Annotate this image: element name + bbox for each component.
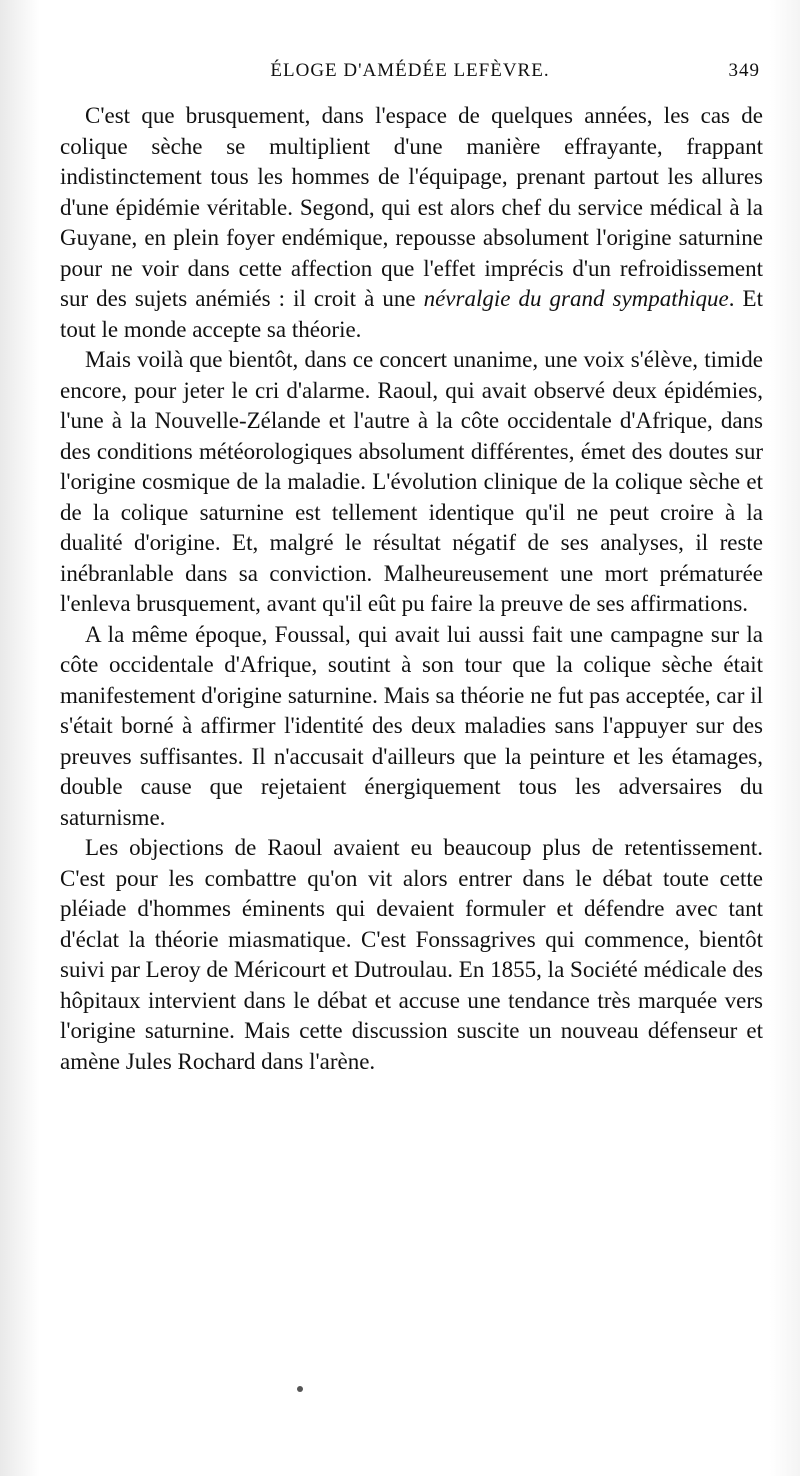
page-number: 349	[728, 60, 760, 81]
italic-run: névralgie du grand sympathique	[423, 286, 729, 311]
text-run: C'est que brusquement, dans l'espace de quelques années, les cas de colique sèche se multiplient d'une manière effrayante, frappant indistinctement tous les hommes de l'équipage, prenant partout les allures d'une épidémie véritable. Segond, qui est alors chef du service médical à la Guyane, en plein foyer endémique, repousse absolument l'origine saturnine pour ne voir dans cette affection que l'effet imprécis d'un refroidissement sur des sujets anémiés : il croit à une	[60, 103, 763, 311]
text-run: . Et tout le monde accepte sa théorie.	[60, 286, 763, 342]
text-run: A la même époque, Foussal, qui avait lui aussi fait une campagne sur la côte occidentale d'Afrique, soutint à son tour que la colique sèche était manifestement d'origine saturnine. Mais sa théorie ne fut pas acceptée, car il s'était borné à affirmer l'identité des deux maladies sans l'appuyer sur des preuves suffisantes. Il n'accusait d'ailleurs que la peinture et les étamages, double cause que rejetaient énergiquement tous les adversaires du saturnisme.	[60, 621, 763, 830]
body-text	[60, 101, 763, 1077]
paragraph-4	[60, 833, 763, 1077]
ink-speck	[297, 1386, 303, 1392]
paragraph-1	[60, 101, 763, 345]
running-title: ÉLOGE D'AMÉDÉE LEFÈVRE.	[270, 60, 550, 81]
running-head	[60, 56, 760, 86]
text-run: Les objections de Raoul avaient eu beaucoup plus de retentissement. C'est pour les combattre qu'on vit alors entrer dans le débat toute cette pléiade d'hommes éminents qui devaient formuler et défendre avec tant d'éclat la théorie miasmatique. C'est Fonssagrives qui commence, bientôt suivi par Leroy de Méricourt et Dutroulau. En 1855, la Société médicale des hôpitaux intervient dans le débat et accuse une tendance très marquée vers l'origine saturnine. Mais cette discussion suscite un nouveau défenseur et amène Jules Rochard dans l'arène.	[60, 835, 763, 1074]
paragraph-2	[60, 345, 763, 620]
text-run: Mais voilà que bientôt, dans ce concert unanime, une voix s'élève, timide encore, pour jeter le cri d'alarme. Raoul, qui avait observé deux épidémies, l'une à la Nouvelle-Zélande et l'autre à la côte occidentale d'Afrique, dans des conditions météorologiques absolument différentes, émet des doutes sur l'origine cosmique de la maladie. L'évolution clinique de la colique sèche et de la colique saturnine est tellement identique qu'il ne peut croire à la dualité d'origine. Et, malgré le résultat négatif de ses analyses, il reste inébranlable dans sa conviction. Malheureusement une mort prématurée l'enleva brusquement, avant qu'il eût pu faire la preuve de ses affirmations.	[60, 347, 763, 616]
paragraph-3	[60, 620, 763, 834]
